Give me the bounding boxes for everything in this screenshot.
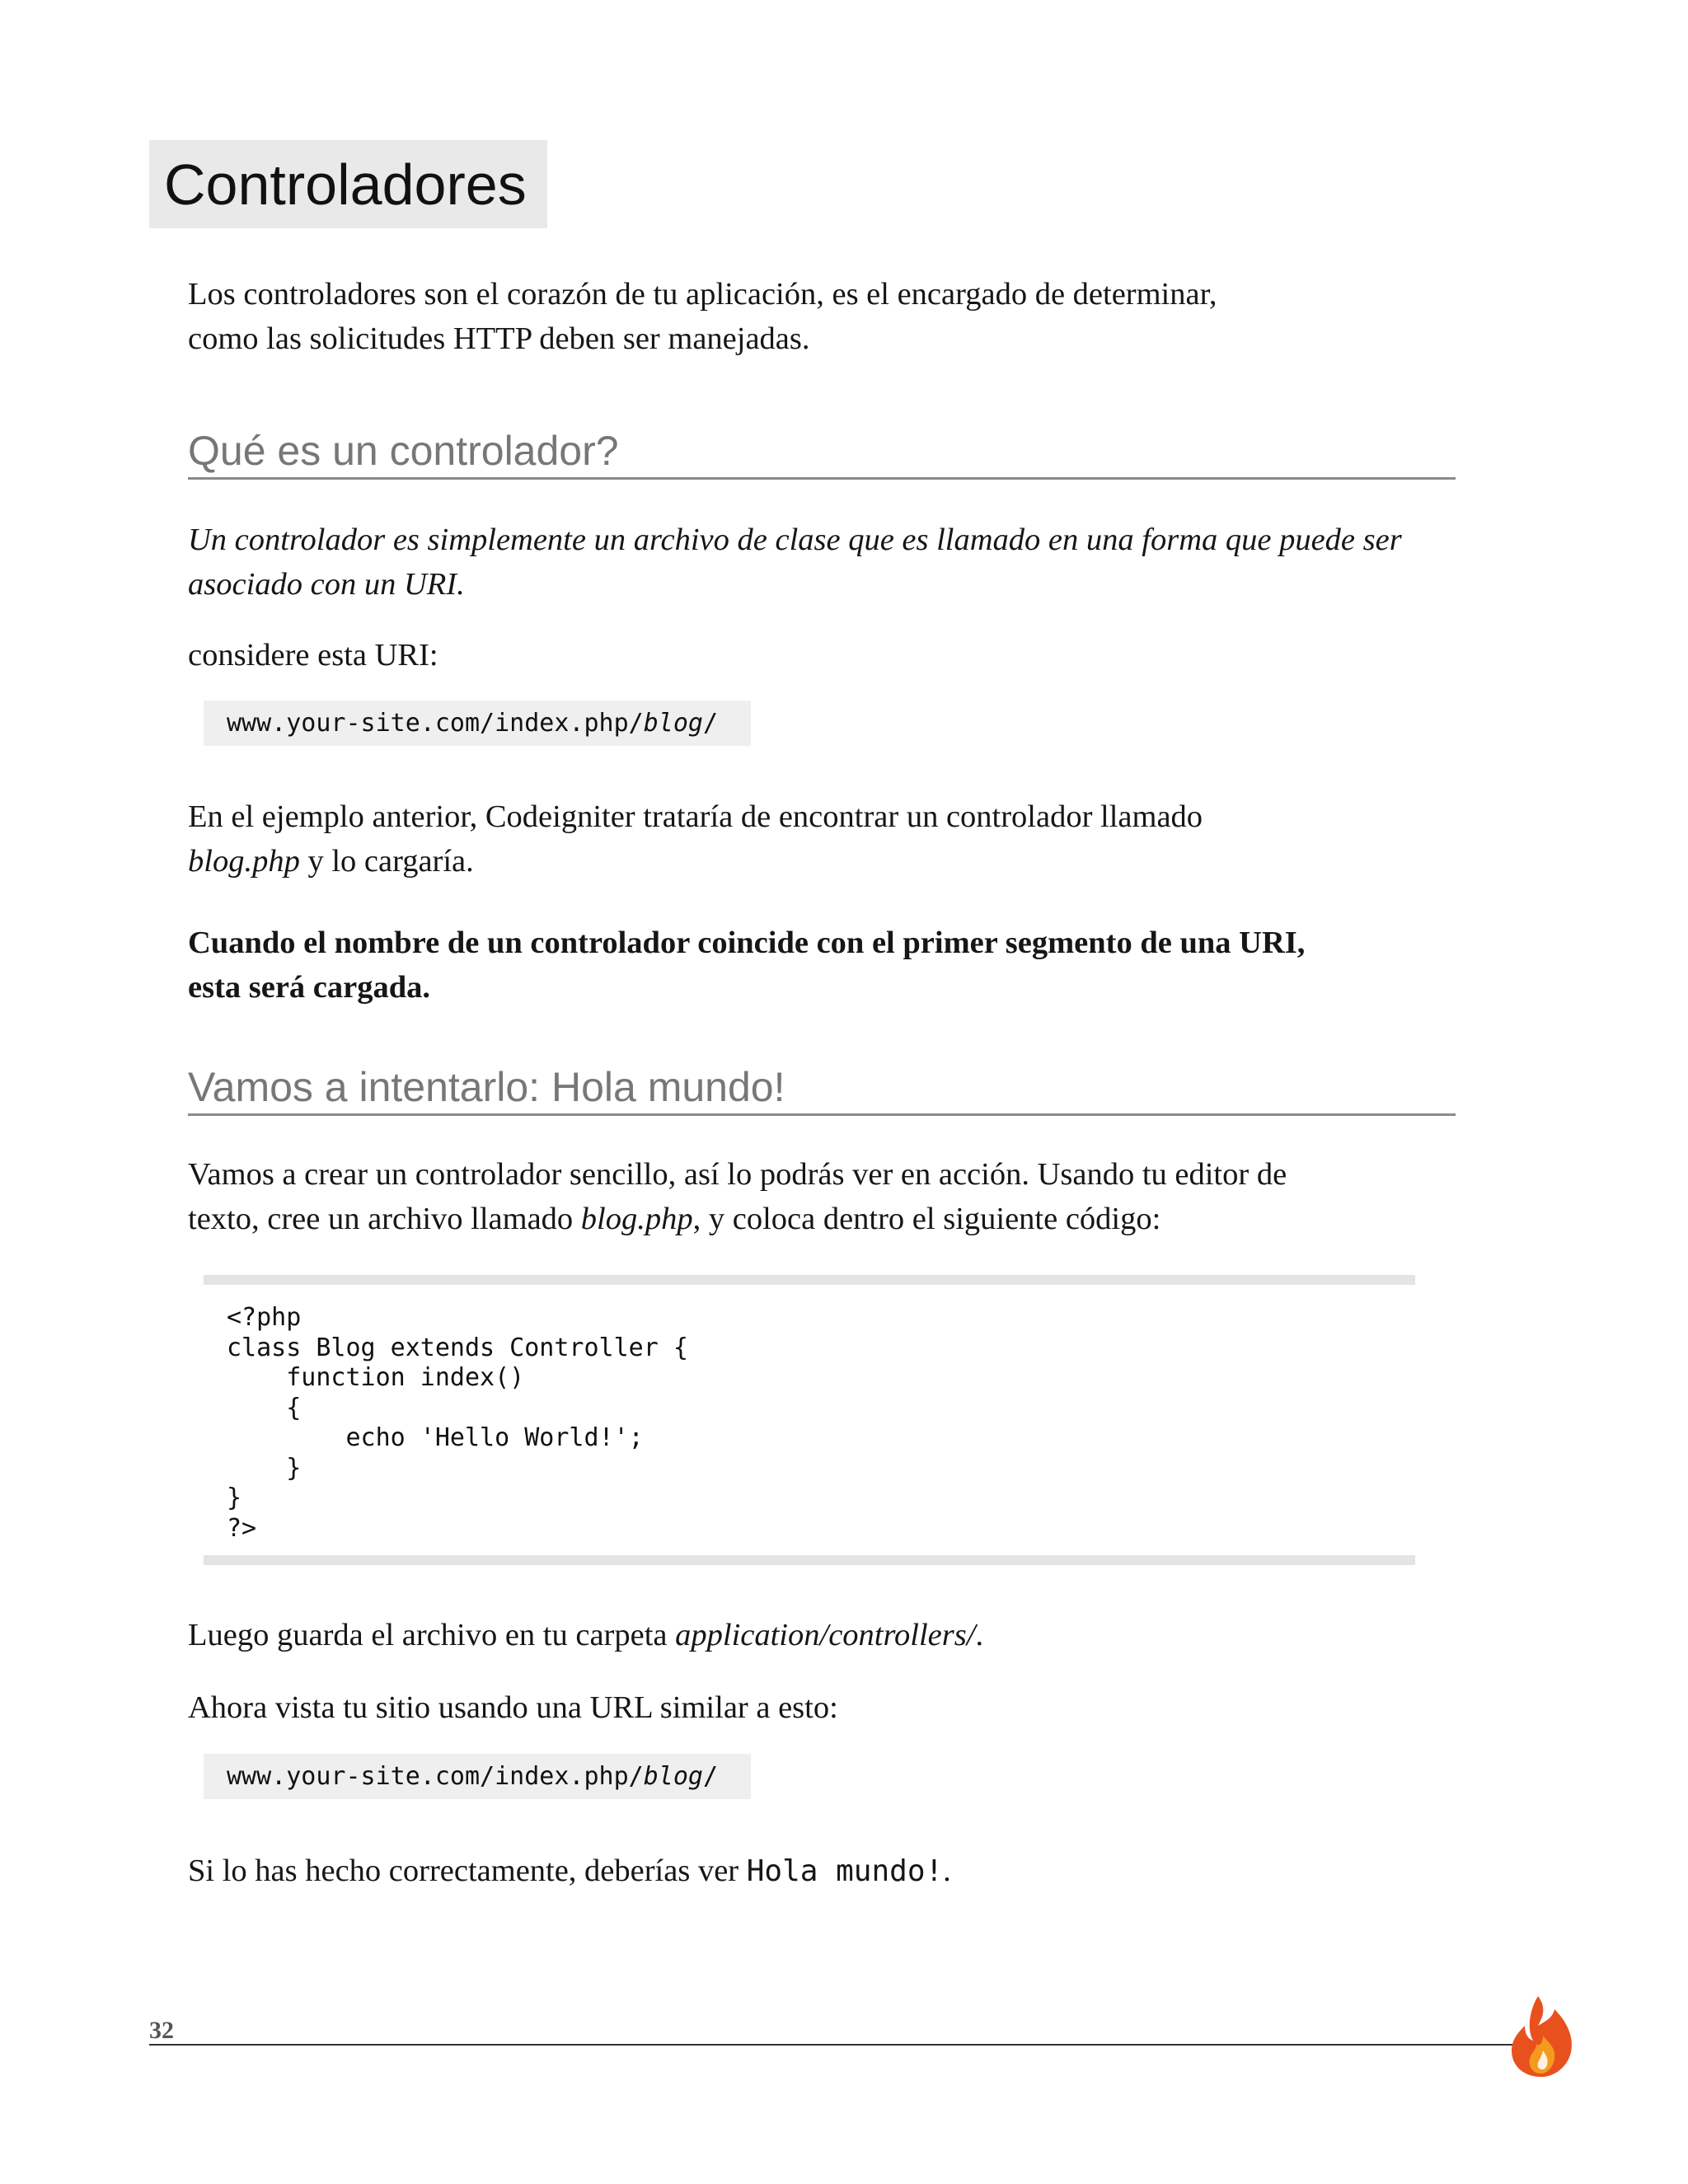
create-line-2-end: , y coloca dentro el siguiente código: bbox=[692, 1202, 1161, 1236]
code-block bbox=[204, 1275, 1415, 1565]
create-controller-paragraph bbox=[188, 1152, 1457, 1241]
result-code: Hola mundo! bbox=[746, 1854, 944, 1888]
definition-paragraph bbox=[188, 518, 1457, 607]
save-paragraph bbox=[188, 1613, 1457, 1657]
save-path: application/controllers/ bbox=[675, 1618, 976, 1652]
intro-line-1: Los controladores son el corazón de tu aplicación, es el encargado de determinar, bbox=[188, 277, 1217, 312]
definition-line-2: asociado con un URI. bbox=[188, 567, 465, 602]
url-visit-suffix: / bbox=[702, 1762, 719, 1791]
url-suffix: / bbox=[702, 709, 719, 738]
chapter-title: Controladores bbox=[164, 152, 527, 217]
url-visit-box bbox=[204, 1754, 751, 1799]
url-segment: blog bbox=[643, 709, 703, 738]
result-paragraph bbox=[188, 1849, 1457, 1894]
visit-line: Ahora vista tu sitio usando una URL similar a esto: bbox=[188, 1690, 838, 1725]
create-file-name: blog.php bbox=[580, 1202, 693, 1236]
section-heading-what-is-controller: Qué es un controlador? bbox=[188, 424, 1456, 480]
url-visit-prefix: www.your-site.com/index.php/ bbox=[227, 1762, 644, 1791]
definition-line-1: Un controlador es simplemente un archivo de clase que es llamado en una forma que puede ser bbox=[188, 523, 1402, 557]
visit-paragraph bbox=[188, 1685, 1457, 1730]
save-line bbox=[188, 1613, 1457, 1657]
url-visit bbox=[227, 1759, 718, 1795]
result-end: . bbox=[943, 1854, 951, 1888]
example-paragraph bbox=[188, 794, 1457, 883]
url-prefix: www.your-site.com/index.php/ bbox=[227, 709, 644, 738]
chapter-title-box bbox=[149, 140, 547, 228]
create-line-1: Vamos a crear un controlador sencillo, así lo podrás ver en acción. Usando tu editor de bbox=[188, 1157, 1287, 1192]
result-start: Si lo has hecho correctamente, deberías ver bbox=[188, 1854, 747, 1888]
example-line-1: En el ejemplo anterior, Codeigniter trataría de encontrar un controlador llamado bbox=[188, 799, 1203, 834]
bold-line-2: esta será cargada. bbox=[188, 970, 431, 1005]
url-example-box bbox=[204, 701, 751, 746]
consider-uri-label: considere esta URI: bbox=[188, 638, 438, 673]
result-line bbox=[188, 1849, 1457, 1894]
url-visit-segment: blog bbox=[643, 1762, 703, 1791]
bold-line-1: Cuando el nombre de un controlador coincide con el primer segmento de una URI, bbox=[188, 926, 1306, 960]
save-start: Luego guarda el archivo en tu carpeta bbox=[188, 1618, 676, 1652]
codeigniter-flame-icon bbox=[1505, 1993, 1579, 2079]
create-line-2 bbox=[188, 1197, 1457, 1241]
create-line-2-start: texto, cree un archivo llamado bbox=[188, 1202, 581, 1236]
bold-statement bbox=[188, 921, 1457, 1010]
example-line-2 bbox=[188, 839, 1457, 883]
intro-paragraph bbox=[188, 272, 1457, 361]
intro-line-2: como las solicitudes HTTP deben ser manejadas. bbox=[188, 321, 810, 356]
section-heading-hello-world: Vamos a intentarlo: Hola mundo! bbox=[188, 1061, 1456, 1116]
page-number: 32 bbox=[149, 2017, 174, 2044]
footer-rule bbox=[149, 2044, 1517, 2046]
code-listing: <?php class Blog extends Controller { function index() { echo 'Hello World!'; } } ?> bbox=[227, 1303, 688, 1543]
example-rest: y lo cargaría. bbox=[299, 844, 474, 879]
consider-uri-text bbox=[188, 633, 1457, 677]
save-end: . bbox=[975, 1618, 984, 1652]
example-file-name: blog.php bbox=[188, 844, 300, 879]
url-example bbox=[227, 705, 718, 742]
